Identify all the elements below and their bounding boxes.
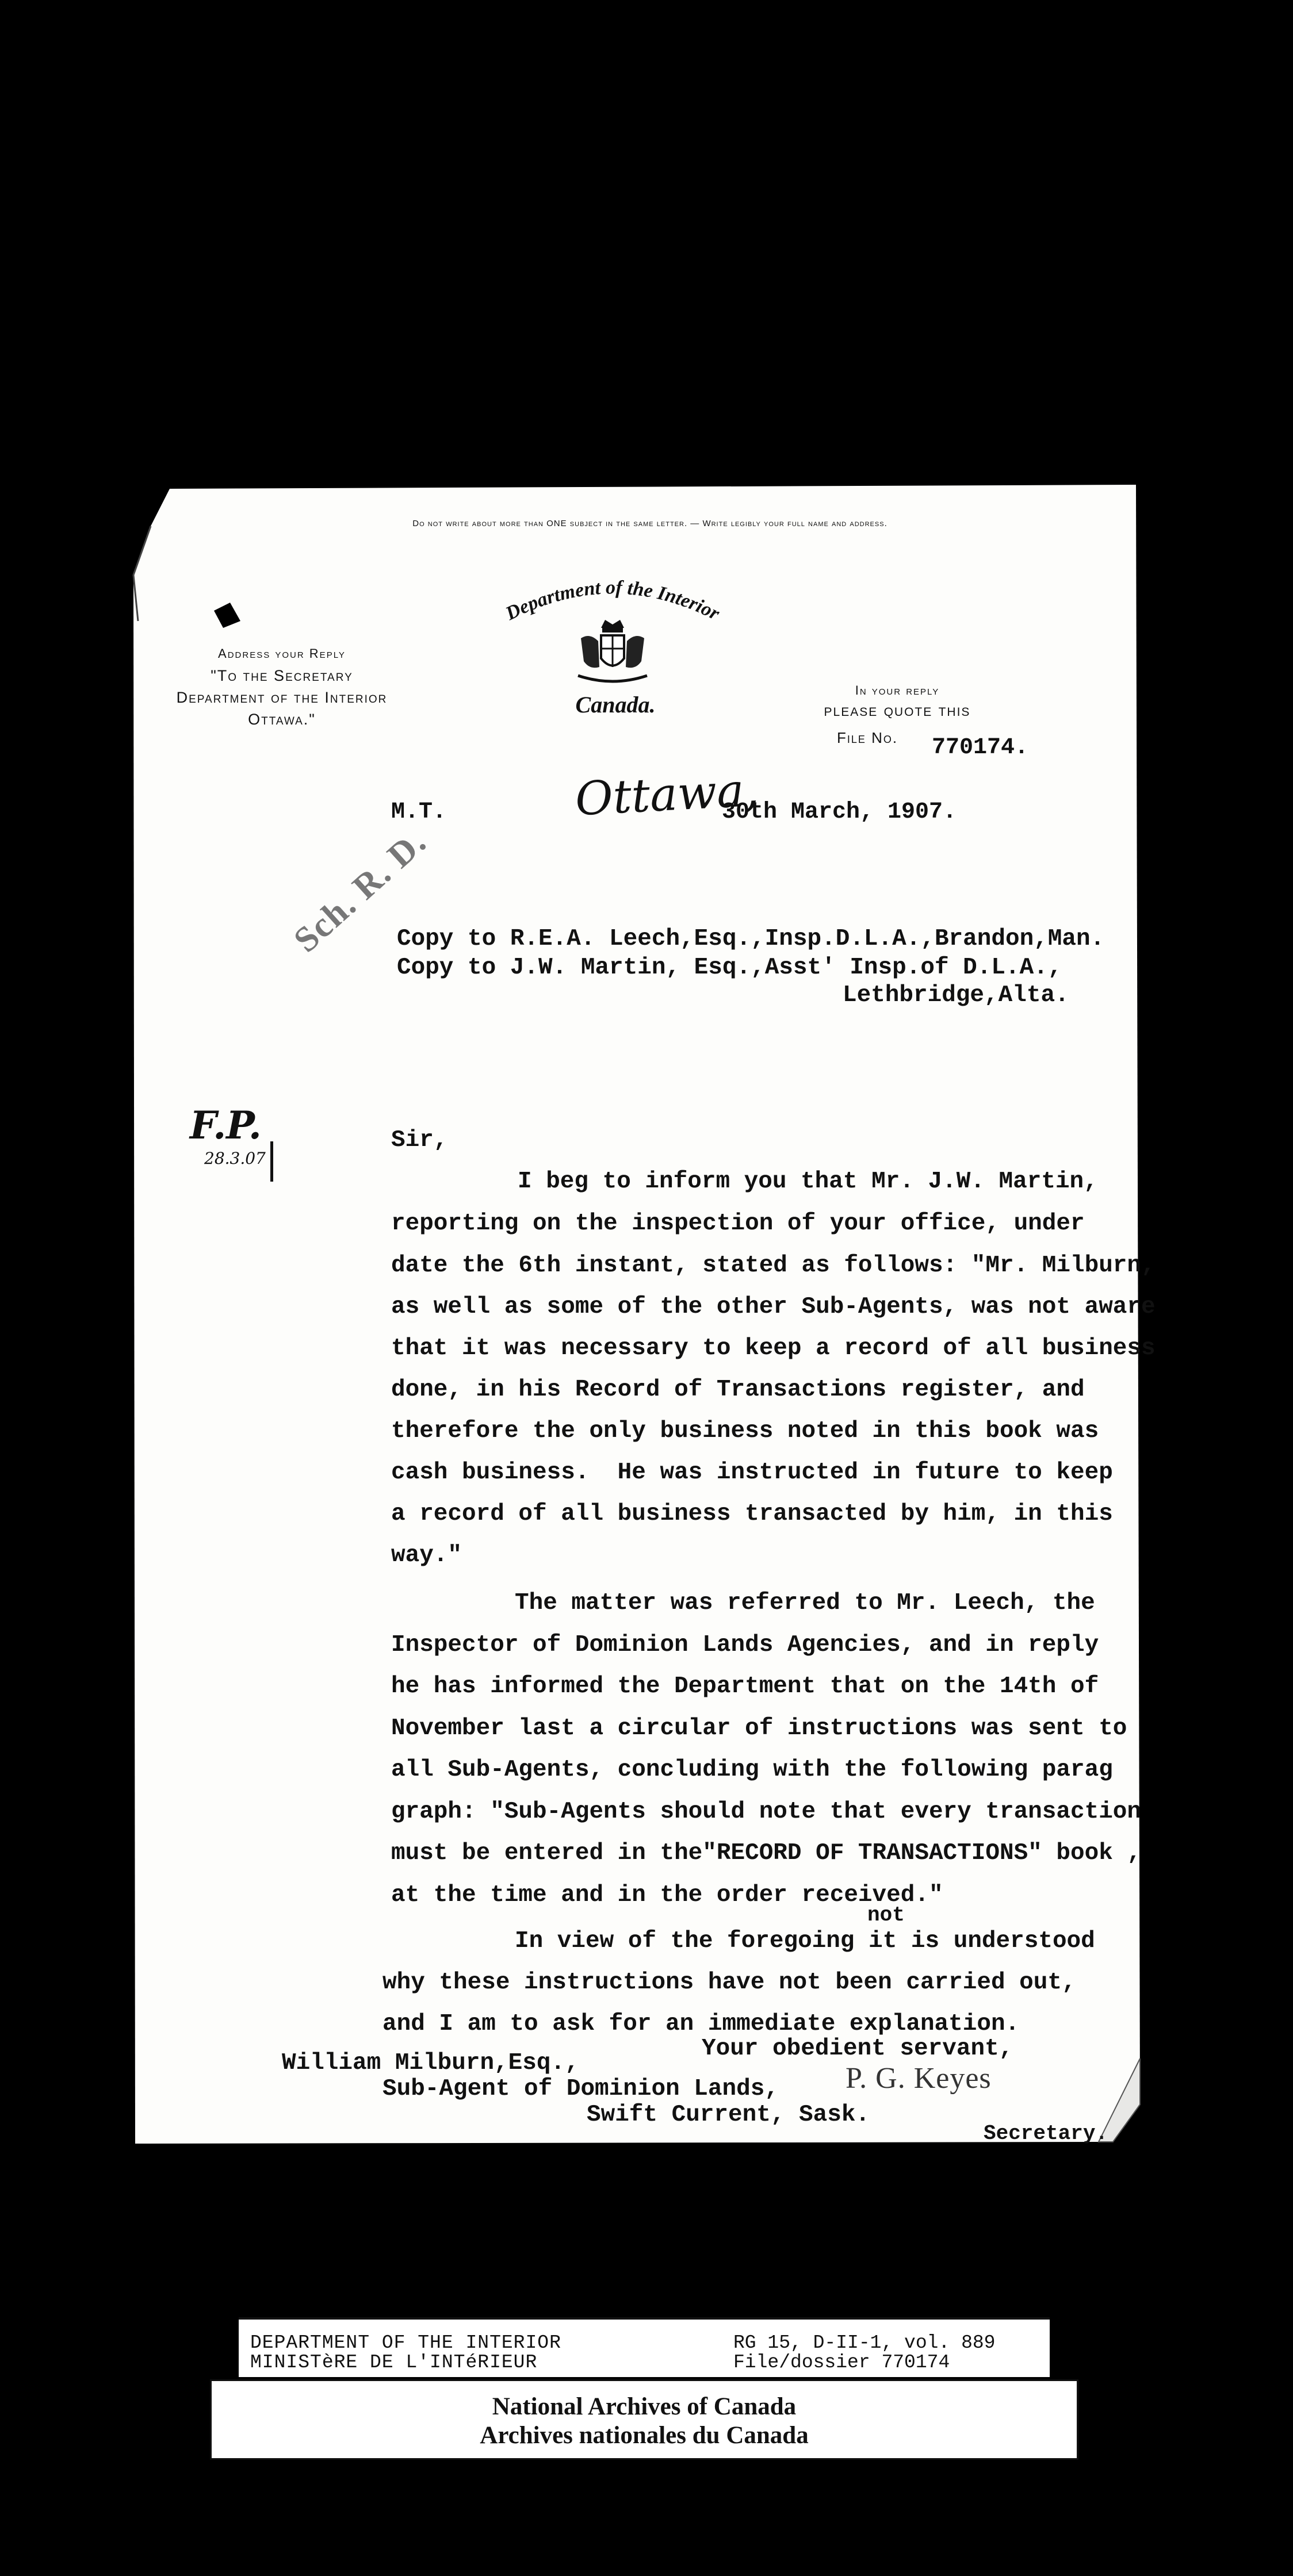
- inserted-word: not: [867, 1903, 905, 1927]
- copy-line: Copy to J.W. Martin, Esq.,Asst' Insp.of D.L.A.,: [397, 954, 1062, 981]
- address-reply-line: Ottawa.": [248, 711, 316, 728]
- address-reply-line: Department of the Interior: [176, 689, 388, 706]
- institution-name-en: National Archives of Canada: [492, 2393, 797, 2420]
- addressee-line: Swift Current, Sask.: [587, 2102, 870, 2128]
- addressee-line: William Milburn,Esq.,: [282, 2050, 579, 2076]
- body-line: I beg to inform you that Mr. J.W. Martin,: [518, 1168, 1098, 1195]
- letter-date: 30th March, 1907.: [722, 799, 957, 825]
- body-line: as well as some of the other Sub-Agents, was not aware: [391, 1294, 1156, 1320]
- address-reply-block: [147, 643, 417, 730]
- archive-dept-en: DEPARTMENT OF THE INTERIOR: [250, 2332, 561, 2353]
- address-reply-line: Address your Reply: [218, 646, 346, 661]
- body-line: cash business. He was instructed in future to keep: [391, 1459, 1113, 1486]
- body-line: all Sub-Agents, concluding with the following parag: [391, 1757, 1113, 1783]
- body-line: that it was necessary to keep a record of all business: [391, 1335, 1156, 1362]
- salutation: Sir,: [391, 1127, 448, 1153]
- body-line: reporting on the inspection of your office, under: [391, 1210, 1085, 1237]
- received-stamp: Sch. R. D.: [286, 822, 434, 960]
- signature-stamp: P. G. Keyes: [846, 2062, 992, 2095]
- quote-file-block: [782, 683, 1012, 723]
- body-line: he has informed the Department that on the 14th of: [391, 1673, 1099, 1700]
- department-title: Department of the Interior: [502, 577, 723, 625]
- archive-institution-label: [210, 2379, 1078, 2460]
- body-line: The matter was referred to Mr. Leech, the: [515, 1590, 1095, 1616]
- body-line: date the 6th instant, stated as follows: "Mr. Milburn,: [391, 1252, 1156, 1279]
- file-no-label: File No.: [837, 729, 898, 746]
- signature-title: Secretary.: [984, 2122, 1108, 2145]
- body-line: and I am to ask for an immediate explanation.: [382, 2011, 1020, 2037]
- body-line: therefore the only business noted in this book was: [391, 1418, 1099, 1444]
- letterhead-notice: Do not write about more than ONE subject in the same letter. — Write legibly your full name and address.: [412, 519, 887, 528]
- archive-label-strip: [239, 2317, 1050, 2377]
- archive-dept-fr: MINISTèRE DE L'INTéRIEUR: [250, 2352, 538, 2373]
- closing: Your obedient servant,: [702, 2035, 1013, 2062]
- copy-line: Lethbridge,Alta.: [843, 982, 1069, 1009]
- marginal-initials: F.P.: [190, 1103, 262, 1148]
- body-line: way.": [391, 1542, 462, 1569]
- body-line: done, in his Record of Transactions register, and: [391, 1377, 1085, 1403]
- body-line: must be entered in the"RECORD OF TRANSACTIONS" book ,: [391, 1840, 1142, 1866]
- body-line: In view of the foregoing it is understood: [515, 1928, 1095, 1954]
- place-ottawa: Ottawa,: [573, 762, 760, 826]
- country-title: Canada.: [575, 692, 656, 718]
- marginal-bracket: [270, 1141, 278, 1182]
- marginal-date: 28.3.07: [204, 1149, 266, 1168]
- body-line: a record of all business transacted by him, in this: [391, 1501, 1113, 1527]
- royal-arms-seal: [569, 615, 656, 690]
- institution-name-fr: Archives nationales du Canada: [480, 2422, 809, 2449]
- archive-rg-number: RG 15, D-II-1, vol. 889: [733, 2332, 996, 2353]
- file-no: 770174.: [932, 735, 1029, 761]
- body-line: Inspector of Dominion Lands Agencies, and in reply: [391, 1632, 1099, 1658]
- quote-line: In your reply: [855, 683, 940, 697]
- address-reply-line: "To the Secretary: [211, 667, 353, 684]
- body-line: graph: "Sub-Agents should note that every transaction: [391, 1799, 1142, 1825]
- quote-line: please quote this: [824, 701, 971, 720]
- body-line: why these instructions have not been carried out,: [382, 1969, 1076, 1996]
- archive-file-number: File/dossier 770174: [733, 2352, 950, 2373]
- body-line: at the time and in the order received.": [391, 1882, 943, 1908]
- body-line: November last a circular of instructions was sent to: [391, 1715, 1127, 1742]
- reference-initials: M.T.: [391, 799, 447, 825]
- copy-line: Copy to R.E.A. Leech,Esq.,Insp.D.L.A.,Brandon,Man.: [397, 926, 1105, 952]
- addressee-line: Sub-Agent of Dominion Lands,: [382, 2076, 779, 2102]
